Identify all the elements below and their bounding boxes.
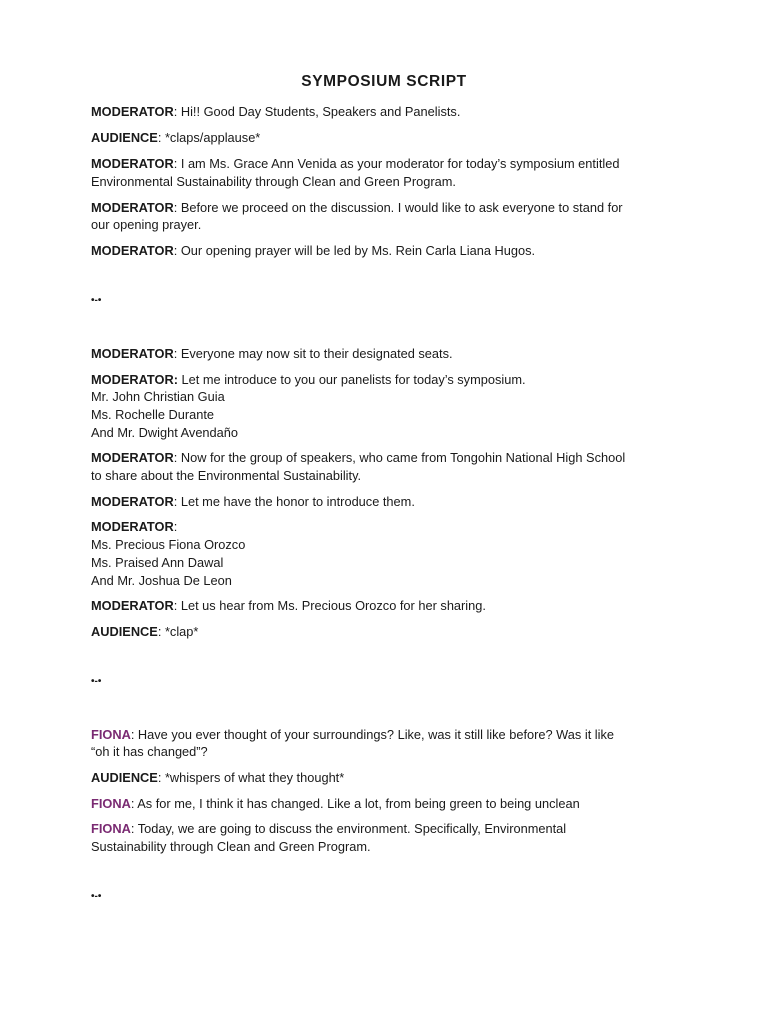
script-line — [91, 820, 691, 838]
dialogue-text: And Mr. Joshua De Leon — [91, 573, 232, 588]
script-line — [91, 406, 691, 424]
dialogue-text: : Today, we are going to discuss the environment. Specifically, Environmental — [130, 821, 567, 836]
speaker-label: MODERATOR — [91, 156, 174, 171]
speaker-label: FIONA — [91, 796, 131, 811]
speaker-label: MODERATOR — [91, 243, 174, 258]
speaker-label: MODERATOR — [91, 104, 174, 119]
dialogue-text: Ms. Rochelle Durante — [91, 407, 215, 422]
script-line — [91, 388, 691, 406]
dialogue-text: : *claps/applause* — [157, 130, 261, 145]
dialogue-text: : Let me have the honor to introduce them. — [173, 494, 415, 509]
script-line — [91, 572, 691, 590]
dialogue-text: : Our opening prayer will be led by Ms. Rein Carla Liana Hugos. — [173, 243, 536, 258]
speaker-label: AUDIENCE — [91, 130, 158, 145]
document-title: SYMPOSIUM SCRIPT — [301, 73, 467, 90]
dialogue-text: to share about the Environmental Sustainability. — [91, 468, 362, 483]
dialogue-text: : Everyone may now sit to their designated seats. — [173, 346, 453, 361]
dialogue-text: : *clap* — [157, 624, 199, 639]
dialogue-text: Ms. Precious Fiona Orozco — [91, 537, 246, 552]
speaker-label: MODERATOR — [91, 519, 174, 534]
dialogue-text: : Let us hear from Ms. Precious Orozco for her sharing. — [173, 598, 486, 613]
script-line — [91, 467, 691, 485]
script-line — [91, 129, 691, 147]
script-line — [91, 795, 691, 813]
dialogue-text: Environmental Sustainability through Clean and Green Program. — [91, 174, 456, 189]
script-line — [91, 199, 691, 217]
script-line — [91, 173, 691, 191]
dialogue-text: And Mr. Dwight Avendaño — [91, 425, 239, 440]
speaker-label: AUDIENCE — [91, 770, 158, 785]
script-line — [91, 449, 691, 467]
speaker-label: MODERATOR — [91, 494, 174, 509]
dialogue-text: : Now for the group of speakers, who came from Tongohin National High School — [173, 450, 626, 465]
script-line — [91, 371, 691, 389]
dialogue-text: Let me introduce to you our panelists for today’s symposium. — [177, 372, 526, 387]
dialogue-text: : *whispers of what they thought* — [157, 770, 345, 785]
dialogue-text: Sustainability through Clean and Green Program. — [91, 839, 371, 854]
speaker-label: FIONA — [91, 821, 131, 836]
dialogue-text: our opening prayer. — [91, 217, 202, 232]
speaker-label: MODERATOR — [91, 200, 174, 215]
dialogue-text: : Hi!! Good Day Students, Speakers and Panelists. — [173, 104, 461, 119]
speaker-label: MODERATOR — [91, 450, 174, 465]
script-line — [91, 623, 691, 641]
script-line — [91, 345, 691, 363]
script-line — [91, 554, 691, 572]
section-separator: •-• — [91, 891, 102, 902]
script-line — [91, 536, 691, 554]
dialogue-text: Ms. Praised Ann Dawal — [91, 555, 224, 570]
dialogue-text: : Have you ever thought of your surroundings? Like, was it still like before? Was it like — [130, 727, 615, 742]
dialogue-text: Mr. John Christian Guia — [91, 389, 225, 404]
section-separator: •-• — [91, 676, 102, 687]
script-line — [91, 103, 691, 121]
script-line — [91, 493, 691, 511]
script-line — [91, 838, 691, 856]
dialogue-text: : — [173, 519, 178, 534]
speaker-label: AUDIENCE — [91, 624, 158, 639]
dialogue-text: : As for me, I think it has changed. Like a lot, from being green to being unclean — [130, 796, 580, 811]
script-line — [91, 242, 691, 260]
script-line — [91, 726, 691, 744]
dialogue-text: “oh it has changed”? — [91, 744, 208, 759]
script-line — [91, 769, 691, 787]
speaker-label: MODERATOR — [91, 598, 174, 613]
section-separator: •-• — [91, 295, 102, 306]
speaker-label: FIONA — [91, 727, 131, 742]
script-line — [91, 597, 691, 615]
script-line — [91, 216, 691, 234]
dialogue-text: : I am Ms. Grace Ann Venida as your moderator for today’s symposium entitled — [173, 156, 620, 171]
speaker-label: MODERATOR: — [91, 372, 178, 387]
script-line — [91, 743, 691, 761]
speaker-label: MODERATOR — [91, 346, 174, 361]
script-line — [91, 424, 691, 442]
script-line — [91, 155, 691, 173]
dialogue-text: : Before we proceed on the discussion. I would like to ask everyone to stand for — [173, 200, 623, 215]
script-line — [91, 518, 691, 536]
